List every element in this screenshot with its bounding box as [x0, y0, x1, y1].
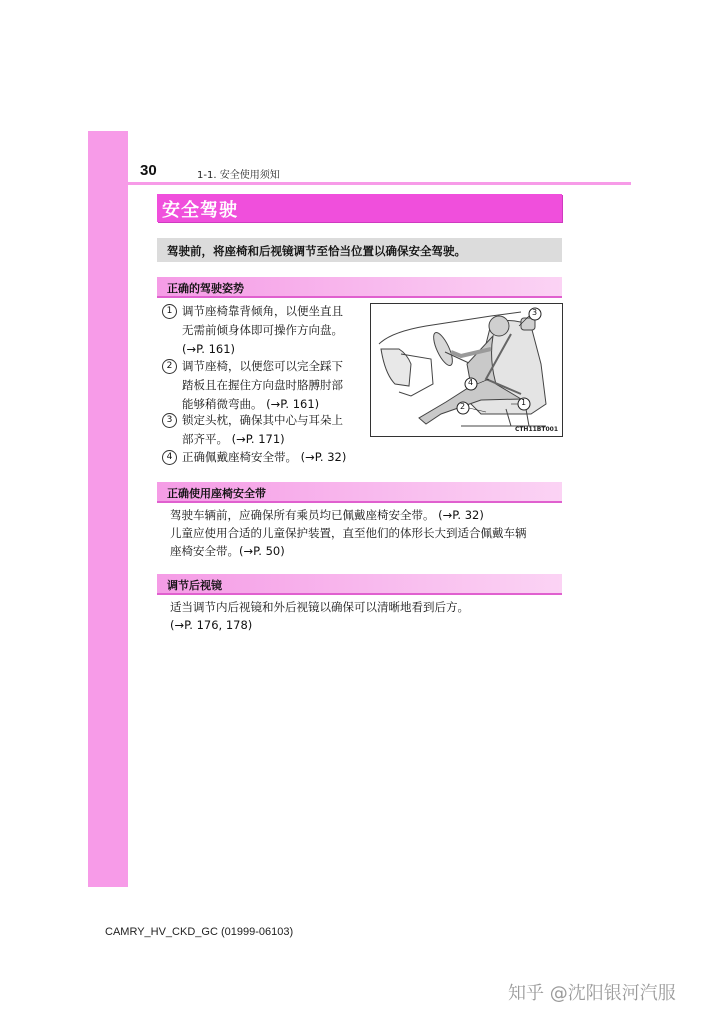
callout-number: 4: [162, 450, 177, 465]
list-item: [162, 448, 362, 467]
breadcrumb: 1-1. 安全使用须知: [197, 170, 280, 181]
list-item-text: 正确佩戴座椅安全带。 (→P. 32): [182, 450, 347, 464]
list-item: [162, 411, 362, 449]
section-heading-text: 调节后视镜: [167, 579, 222, 592]
list-item-text: 调节座椅靠背倾角，以便坐直且 无需前倾身体即可操作方向盘。 (→P. 161): [182, 304, 343, 356]
driver-seat-drawing: [371, 304, 562, 436]
intro-band: [157, 238, 562, 262]
driving-posture-illustration: [370, 303, 563, 437]
page-number: 30: [140, 162, 157, 179]
section-heading-text: 正确使用座椅安全带: [167, 487, 266, 500]
list-item-text: 调节座椅，以便您可以完全踩下 踏板且在握住方向盘时胳膊肘部 能够稍微弯曲。 (→P. 161): [182, 359, 343, 411]
mirror-paragraph: 适当调节内后视镜和外后视镜以确保可以清晰地看到后方。 (→P. 176, 178): [170, 600, 469, 632]
section-heading-posture: [157, 277, 562, 298]
callout-number: 3: [532, 308, 538, 317]
list-item-text: 锁定头枕，确保其中心与耳朵上 部齐平。 (→P. 171): [182, 413, 343, 446]
header-rule: [128, 182, 631, 185]
section-heading-seatbelt: [157, 482, 562, 503]
callout-number: 3: [162, 413, 177, 428]
section-heading-text: 正确的驾驶姿势: [167, 282, 244, 295]
watermark: 知乎 @沈阳银河汽服: [508, 983, 676, 1004]
callout-number: 4: [468, 378, 474, 387]
figure-code: CTH11BT001: [514, 426, 558, 433]
list-item: [162, 302, 362, 359]
list-item: [162, 357, 362, 414]
seatbelt-paragraph: 驾驶车辆前，应确保所有乘员均已佩戴座椅安全带。 (→P. 32) 儿童应使用合适的儿童保护装置，直至他们的体形长大到适合佩戴车辆 座椅安全带。(→P. 50): [170, 508, 527, 558]
callout-number: 1: [521, 398, 527, 407]
document-code-footer: CAMRY_HV_CKD_GC (01999-06103): [105, 926, 294, 938]
intro-text: 驾驶前，将座椅和后视镜调节至恰当位置以确保安全驾驶。: [167, 244, 466, 258]
page-title: 安全驾驶: [162, 200, 238, 221]
page-title-band: [157, 194, 562, 222]
callout-number: 1: [162, 304, 177, 319]
callout-number: 2: [460, 402, 466, 411]
section-heading-mirrors: [157, 574, 562, 595]
callout-number: 2: [162, 359, 177, 374]
chapter-tab: [88, 131, 128, 887]
